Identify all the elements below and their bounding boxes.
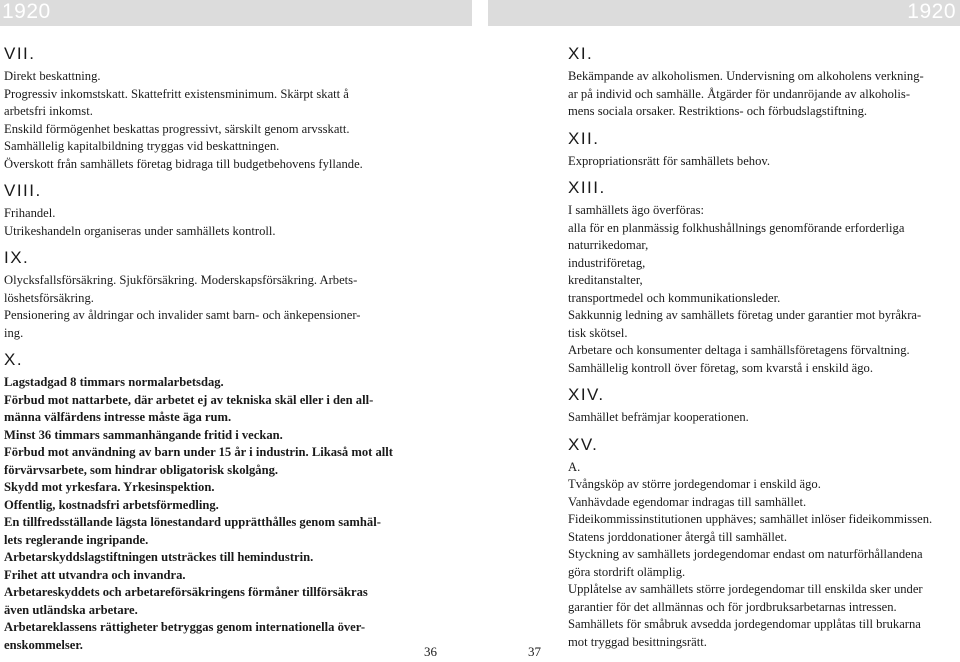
section-heading: XIII. — [568, 178, 606, 197]
section-heading: VII. — [4, 44, 36, 63]
section — [4, 248, 396, 342]
section — [4, 181, 396, 240]
text-line: Fideikommissinstitutionen upphäves; samhället inlöser fideikommissen. — [568, 512, 933, 526]
text-line: mot tryggad besittningsrätt. — [568, 634, 707, 649]
left-page — [4, 44, 396, 662]
text-line: Upplåtelse av samhällets större jordegendomar till enskilda sker under — [568, 582, 923, 596]
text-line: kreditanstalter, — [568, 273, 643, 287]
year-right: 1920 — [907, 0, 956, 23]
text-line: Expropriationsrätt för samhällets behov. — [568, 153, 771, 168]
text-line: Arbetareskyddets och arbetareförsäkringens förmåner tillförsäkras — [4, 585, 368, 599]
text-line: arbetsfri inkomst. — [4, 104, 93, 118]
section — [568, 129, 960, 171]
text-line: transportmedel och kommunikationsleder. — [568, 290, 781, 305]
text-line: Förbud mot nattarbete, där arbetet ej av tekniska skäl eller i den all- — [4, 392, 374, 407]
page-number-left: 36 — [424, 644, 437, 659]
text-line: Sakkunnig ledning av samhällets företag under garantier mot byråkra- — [568, 308, 922, 322]
text-line: mens sociala orsaker. Restriktions- och förbudslagstiftning. — [568, 104, 868, 118]
text-line: Olycksfallsförsäkring. Sjukförsäkring. Moderskapsförsäkring. Arbets- — [4, 273, 358, 287]
section — [568, 44, 960, 121]
section — [568, 385, 960, 427]
section-heading: VIII. — [4, 181, 42, 200]
text-line: lets reglerande ingripande. — [4, 532, 149, 547]
text-line: A. — [568, 459, 581, 474]
text-line: naturrikedomar, — [568, 238, 649, 252]
section-heading: XII. — [568, 128, 600, 148]
section-heading: IX. — [4, 248, 30, 267]
text-line: En tillfredsställande lägsta lönestandard upprätthålles genom samhäl- — [4, 515, 381, 529]
text-line: Enskild förmögenhet beskattas progressivt, särskilt genom arvsskatt. — [4, 121, 350, 136]
section — [568, 435, 960, 652]
text-line: männa välfärdens intresse måste äga rum. — [4, 410, 232, 424]
text-line: göra stordrift olämplig. — [568, 564, 686, 579]
text-line: Förbud mot användning av barn under 15 år i industrin. Likaså mot allt — [4, 445, 393, 459]
text-line: Utrikeshandeln organiseras under samhällets kontroll. — [4, 223, 276, 238]
text-line: Statens jorddonationer återgå till samhället. — [568, 529, 788, 544]
section — [4, 350, 396, 654]
text-line: Styckning av samhällets jordegendomar endast om naturförhållandena — [568, 547, 923, 561]
text-line: Samhället befrämjar kooperationen. — [568, 410, 749, 424]
text-line: Frihandel. — [4, 206, 56, 220]
text-line: enskommelser. — [4, 637, 83, 652]
text-line: Vanhävdade egendomar indragas till samhället. — [568, 494, 807, 509]
text-line: ar på individ och samhälle. Åtgärder för undanröjande av alkoholis- — [568, 86, 911, 101]
section-heading: XV. — [568, 434, 599, 454]
text-line: Frihet att utvandra och invandra. — [4, 567, 186, 582]
right-page — [568, 44, 960, 659]
text-line: Arbetare och konsumenter deltaga i samhällsföretagens förvaltning. — [568, 343, 910, 357]
header-bar-left — [0, 0, 472, 26]
section-heading: XIV. — [568, 385, 605, 404]
text-line: även utländska arbetare. — [4, 602, 138, 617]
text-line: förvärvsarbete, som hindrar obligatorisk skolgång. — [4, 462, 279, 477]
text-line: Arbetarskyddslagstiftningen utsträckes till hemindustrin. — [4, 550, 314, 564]
text-line: Lagstadgad 8 timmars normalarbetsdag. — [4, 375, 224, 389]
section — [568, 178, 960, 377]
text-line: Samhällets för småbruk avsedda jordegendomar upplåtas till brukarna — [568, 617, 921, 631]
text-line: Överskott från samhällets företag bidraga till budgetbehovens fyllande. — [4, 156, 363, 171]
section-heading: XI. — [568, 44, 594, 63]
section — [4, 44, 396, 173]
header-bar-right — [488, 0, 960, 26]
page-number-right: 37 — [528, 644, 541, 659]
text-line: tisk skötsel. — [568, 325, 628, 340]
text-line: Skydd mot yrkesfara. Yrkesinspektion. — [4, 480, 215, 494]
section-heading: X. — [4, 350, 24, 369]
text-line: I samhällets ägo överföras: — [568, 203, 705, 217]
text-line: Bekämpande av alkoholismen. Undervisning om alkoholens verkning- — [568, 69, 924, 83]
text-line: Progressiv inkomstskatt. Skattefritt existensminimum. Skärpt skatt å — [4, 86, 349, 101]
year-left: 1920 — [2, 0, 51, 23]
text-line: ing. — [4, 325, 24, 340]
text-line: alla för en planmässig folkhushållnings genomförande erforderliga — [568, 220, 905, 235]
text-line: Samhällelig kontroll över företag, som kvarstå i enskild ägo. — [568, 360, 873, 375]
text-line: Pensionering av åldringar och invalider samt barn- och änkepensioner- — [4, 308, 361, 322]
text-line: industriföretag, — [568, 255, 646, 270]
text-line: Offentlig, kostnadsfri arbetsförmedling. — [4, 497, 219, 512]
text-line: garantier för det allmännas och för jordbruksarbetarnas intressen. — [568, 599, 897, 614]
text-line: Arbetareklassens rättigheter betryggas genom internationella över- — [4, 620, 366, 634]
text-line: Samhällelig kapitalbildning tryggas vid beskattningen. — [4, 139, 280, 153]
text-line: Direkt beskattning. — [4, 69, 101, 83]
text-line: Minst 36 timmars sammanhängande fritid i veckan. — [4, 427, 283, 442]
text-line: Tvångsköp av större jordegendomar i enskild ägo. — [568, 477, 821, 491]
text-line: löshetsförsäkring. — [4, 290, 94, 305]
